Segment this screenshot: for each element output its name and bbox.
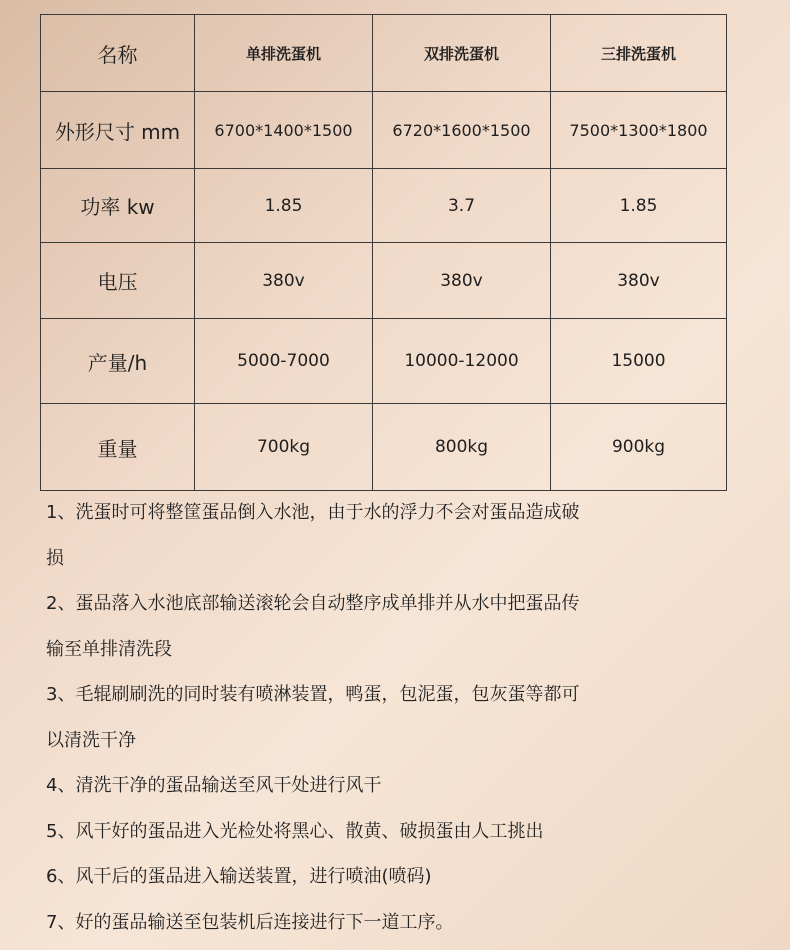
table-row-power (41, 169, 727, 243)
spec-table (40, 14, 727, 491)
table-header-row (41, 15, 727, 92)
header-cell-double-row: 双排洗蛋机 (373, 15, 551, 92)
note-line: 2、蛋品落入水池底部输送滚轮会自动整序成单排并从水中把蛋品传 (46, 593, 580, 614)
note-line: 以清洗干净 (46, 729, 136, 751)
table-cell: 700kg (195, 404, 373, 491)
table-cell: 1.85 (195, 169, 373, 243)
table-cell: 7500*1300*1800 (551, 92, 727, 169)
table-cell: 6720*1600*1500 (373, 92, 551, 169)
table-row-output (41, 319, 727, 404)
note-line: 3、毛辊刷刷洗的同时装有喷淋装置，鸭蛋，包泥蛋，包灰蛋等都可 (46, 684, 580, 705)
note-line: 6、风干后的蛋品进入输送装置，进行喷油(喷码) (46, 866, 432, 887)
table-cell: 800kg (373, 404, 551, 491)
note-line: 7、好的蛋品输送至包装机后连接进行下一道工序。 (46, 911, 454, 933)
table-row-voltage (41, 243, 727, 319)
header-cell-single-row: 单排洗蛋机 (195, 15, 373, 92)
row-label: 产量/h (41, 319, 195, 404)
table-cell: 3.7 (373, 169, 551, 243)
table-cell: 10000-12000 (373, 319, 551, 404)
note-line: 输至单排清洗段 (46, 638, 172, 660)
note-line: 5、风干好的蛋品进入光检处将黑心、散黄、破损蛋由人工挑出 (46, 820, 544, 842)
table-cell: 380v (195, 243, 373, 319)
table-row-dimensions (41, 92, 727, 169)
table-cell: 15000 (551, 319, 727, 404)
table-cell: 900kg (551, 404, 727, 491)
table-row-weight (41, 404, 727, 491)
row-label: 功率 kw (41, 169, 195, 243)
table-cell: 1.85 (551, 169, 727, 243)
table-cell: 6700*1400*1500 (195, 92, 373, 169)
row-label: 重量 (41, 404, 195, 491)
header-cell-name: 名称 (41, 15, 195, 92)
note-line: 损 (46, 547, 64, 569)
table-cell: 380v (551, 243, 727, 319)
header-cell-triple-row: 三排洗蛋机 (551, 15, 727, 92)
process-notes (46, 490, 746, 945)
table-cell: 5000-7000 (195, 319, 373, 404)
row-label: 电压 (41, 243, 195, 319)
note-line: 4、清洗干净的蛋品输送至风干处进行风干 (46, 775, 382, 796)
row-label: 外形尺寸 mm (41, 92, 195, 169)
table-cell: 380v (373, 243, 551, 319)
note-line: 1、洗蛋时可将整筐蛋品倒入水池，由于水的浮力不会对蛋品造成破 (46, 502, 580, 523)
